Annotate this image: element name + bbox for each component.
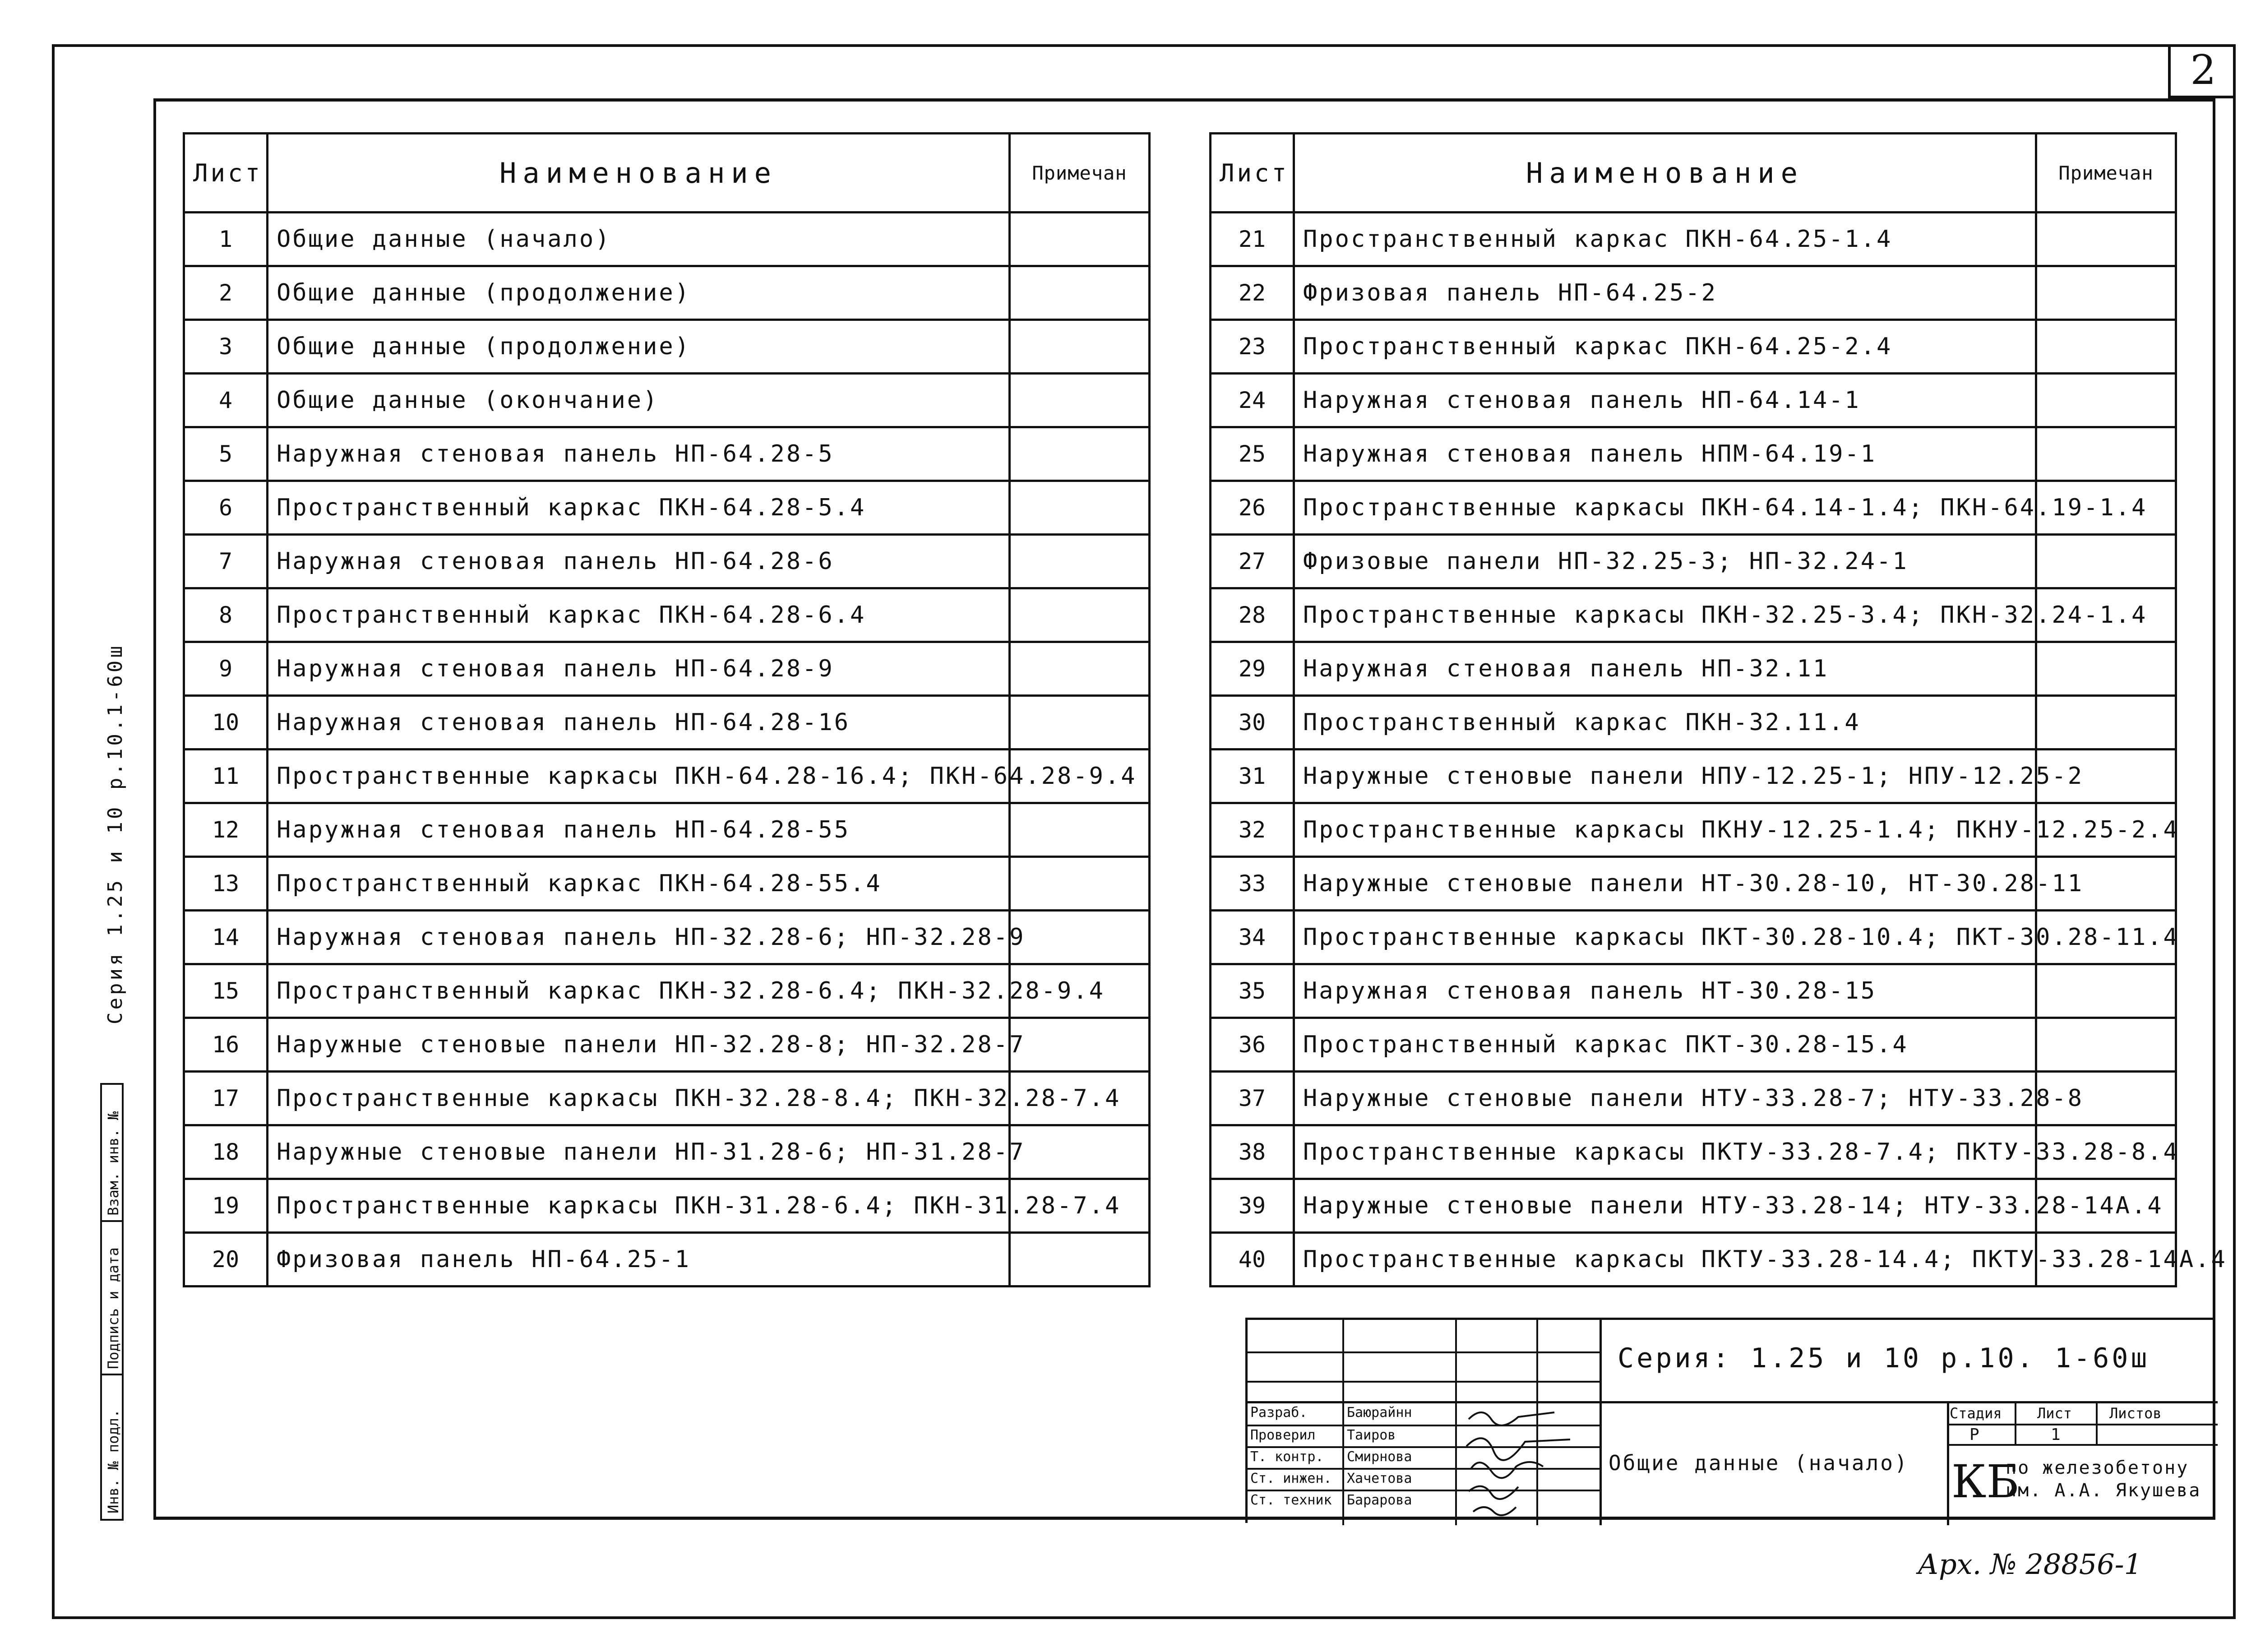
table-row xyxy=(184,588,1150,642)
table-row xyxy=(184,750,1150,803)
row-name: Наружная стеновая панель НП-64.28-16 xyxy=(268,696,1010,750)
table-row xyxy=(184,320,1150,374)
row-note xyxy=(2036,964,2176,1018)
row-sheet-number: 14 xyxy=(184,911,268,964)
row-sheet-number: 7 xyxy=(184,535,268,588)
row-name: Наружные стеновые панели НПУ-12.25-1; НПУ-12.25-2 xyxy=(1294,750,2036,803)
side-stamp-divider xyxy=(102,1220,122,1222)
role-label: Проверил xyxy=(1250,1427,1316,1443)
header-sheet: Лист xyxy=(184,134,268,213)
row-sheet-number: 37 xyxy=(1211,1072,1294,1125)
row-sheet-number: 15 xyxy=(184,964,268,1018)
row-sheet-number: 19 xyxy=(184,1179,268,1233)
side-stamp-label: Подпись и дата xyxy=(105,1247,122,1369)
row-note xyxy=(1010,911,1150,964)
row-name: Общие данные (окончание) xyxy=(268,374,1010,427)
table-row xyxy=(1211,266,2176,320)
row-name: Общие данные (продолжение) xyxy=(268,266,1010,320)
person-name: Баюрайнн xyxy=(1347,1405,1412,1421)
row-sheet-number: 22 xyxy=(1211,266,1294,320)
table-row xyxy=(1211,320,2176,374)
side-stamp xyxy=(100,1083,124,1521)
table-row xyxy=(1211,1125,2176,1179)
table-header-row xyxy=(184,134,1150,213)
row-name: Фризовая панель НП-64.25-1 xyxy=(268,1233,1010,1286)
row-sheet-number: 33 xyxy=(1211,857,1294,911)
row-sheet-number: 27 xyxy=(1211,535,1294,588)
row-sheet-number: 12 xyxy=(184,803,268,857)
row-name: Пространственные каркасы ПКН-31.28-6.4; ПКН-31.28-7.4 xyxy=(268,1179,1010,1233)
row-sheet-number: 25 xyxy=(1211,427,1294,481)
archive-number: Арх. № 28856-1 xyxy=(1918,1548,2142,1581)
table-row xyxy=(1211,642,2176,696)
header-sheet: Лист xyxy=(1211,134,1294,213)
person-name: Барарова xyxy=(1347,1492,1412,1508)
sheets-header: Листов xyxy=(2109,1405,2162,1422)
row-name: Пространственные каркасы ПКНУ-12.25-1.4; ПКНУ-12.25-2.4 xyxy=(1294,803,2036,857)
table-row xyxy=(184,481,1150,535)
row-sheet-number: 32 xyxy=(1211,803,1294,857)
header-note: Примечан xyxy=(2036,134,2176,213)
row-name: Наружная стеновая панель НП-32.11 xyxy=(1294,642,2036,696)
row-note xyxy=(1010,535,1150,588)
row-name: Наружные стеновые панели НТУ-33.28-14; НТУ-33.28-14А.4 xyxy=(1294,1179,2036,1233)
role-label: Ст. техник xyxy=(1250,1492,1332,1508)
row-name: Пространственный каркас ПКН-64.28-55.4 xyxy=(268,857,1010,911)
row-note xyxy=(2036,642,2176,696)
row-name: Пространственный каркас ПКН-64.25-2.4 xyxy=(1294,320,2036,374)
row-sheet-number: 21 xyxy=(1211,213,1294,266)
row-note xyxy=(2036,266,2176,320)
row-name: Наружные стеновые панели НП-31.28-6; НП-31.28-7 xyxy=(268,1125,1010,1179)
contents-table-right xyxy=(1209,132,2227,1287)
sheet-title: Общие данные (начало) xyxy=(1609,1451,1909,1475)
row-sheet-number: 24 xyxy=(1211,374,1294,427)
table-row xyxy=(184,1125,1150,1179)
table-row xyxy=(1211,213,2176,266)
table-row xyxy=(184,642,1150,696)
row-name: Наружная стеновая панель НП-64.28-55 xyxy=(268,803,1010,857)
row-sheet-number: 2 xyxy=(184,266,268,320)
row-sheet-number: 8 xyxy=(184,588,268,642)
row-name: Пространственный каркас ПКН-64.28-5.4 xyxy=(268,481,1010,535)
row-name: Общие данные (начало) xyxy=(268,213,1010,266)
row-sheet-number: 11 xyxy=(184,750,268,803)
row-name: Наружная стеновая панель НП-32.28-6; НП-32.28-9 xyxy=(268,911,1010,964)
row-sheet-number: 31 xyxy=(1211,750,1294,803)
row-sheet-number: 34 xyxy=(1211,911,1294,964)
table-row xyxy=(1211,964,2176,1018)
row-note xyxy=(1010,857,1150,911)
tb-line xyxy=(1248,1401,2218,1403)
table-row xyxy=(184,213,1150,266)
org-line1: по железобетону xyxy=(2006,1458,2189,1478)
sheet-value: 1 xyxy=(2051,1425,2061,1444)
row-note xyxy=(1010,481,1150,535)
row-note xyxy=(1010,1018,1150,1072)
row-note xyxy=(1010,427,1150,481)
row-sheet-number: 26 xyxy=(1211,481,1294,535)
org-short: КБ xyxy=(1951,1455,2020,1508)
row-sheet-number: 30 xyxy=(1211,696,1294,750)
tb-line xyxy=(1248,1351,1600,1353)
row-name: Пространственные каркасы ПКТУ-33.28-7.4; ПКТУ-33.28-8.4 xyxy=(1294,1125,2036,1179)
role-label: Ст. инжен. xyxy=(1250,1471,1332,1486)
row-name: Пространственные каркасы ПКН-64.28-16.4; ПКН-64.28-9.4 xyxy=(268,750,1010,803)
row-note xyxy=(1010,266,1150,320)
row-name: Общие данные (продолжение) xyxy=(268,320,1010,374)
role-label: Разраб. xyxy=(1250,1405,1308,1421)
contents-table-left xyxy=(183,132,1151,1287)
table-row xyxy=(1211,857,2176,911)
header-name: Наименование xyxy=(1294,134,2036,213)
table-row xyxy=(184,374,1150,427)
row-sheet-number: 28 xyxy=(1211,588,1294,642)
person-name: Хачетова xyxy=(1347,1471,1412,1486)
row-name: Наружная стеновая панель НТ-30.28-15 xyxy=(1294,964,2036,1018)
table-row xyxy=(1211,1233,2176,1286)
row-sheet-number: 17 xyxy=(184,1072,268,1125)
table-row xyxy=(184,1179,1150,1233)
table-row xyxy=(184,535,1150,588)
row-note xyxy=(1010,1125,1150,1179)
row-name: Наружные стеновые панели НП-32.28-8; НП-32.28-7 xyxy=(268,1018,1010,1072)
person-name: Таиров xyxy=(1347,1427,1396,1443)
row-note xyxy=(2036,535,2176,588)
table-row xyxy=(1211,1179,2176,1233)
row-name: Наружная стеновая панель НП-64.14-1 xyxy=(1294,374,2036,427)
row-name: Пространственный каркас ПКН-32.28-6.4; ПКН-32.28-9.4 xyxy=(268,964,1010,1018)
row-name: Пространственные каркасы ПКН-64.14-1.4; ПКН-64.19-1.4 xyxy=(1294,481,2036,535)
tb-line xyxy=(2096,1401,2098,1445)
person-name: Смирнова xyxy=(1347,1449,1412,1465)
row-name: Пространственные каркасы ПКТ-30.28-10.4; ПКТ-30.28-11.4 xyxy=(1294,911,2036,964)
row-sheet-number: 20 xyxy=(184,1233,268,1286)
table-row xyxy=(184,1072,1150,1125)
table-row xyxy=(184,1233,1150,1286)
row-name: Пространственный каркас ПКТ-30.28-15.4 xyxy=(1294,1018,2036,1072)
row-sheet-number: 39 xyxy=(1211,1179,1294,1233)
table-row xyxy=(184,427,1150,481)
stage-header: Стадия xyxy=(1950,1405,2002,1422)
table-row xyxy=(184,266,1150,320)
row-sheet-number: 36 xyxy=(1211,1018,1294,1072)
table-row xyxy=(1211,588,2176,642)
table-header-row xyxy=(1211,134,2176,213)
org-line2: им. А.А. Якушева xyxy=(2006,1480,2201,1501)
tb-line xyxy=(1455,1320,1457,1525)
row-sheet-number: 35 xyxy=(1211,964,1294,1018)
row-note xyxy=(2036,213,2176,266)
row-note xyxy=(2036,374,2176,427)
row-note xyxy=(1010,588,1150,642)
row-note xyxy=(1010,696,1150,750)
row-note xyxy=(2036,427,2176,481)
row-name: Пространственный каркас ПКН-64.25-1.4 xyxy=(1294,213,2036,266)
table-row xyxy=(1211,803,2176,857)
row-sheet-number: 6 xyxy=(184,481,268,535)
table-row xyxy=(1211,1072,2176,1125)
table-row xyxy=(1211,911,2176,964)
table-row xyxy=(184,696,1150,750)
row-name: Пространственные каркасы ПКН-32.25-3.4; ПКН-32.24-1.4 xyxy=(1294,588,2036,642)
table-row xyxy=(1211,750,2176,803)
row-sheet-number: 29 xyxy=(1211,642,1294,696)
sheet-number: 2 xyxy=(2168,44,2236,98)
row-name: Фризовая панель НП-64.25-2 xyxy=(1294,266,2036,320)
row-sheet-number: 16 xyxy=(184,1018,268,1072)
row-name: Наружная стеновая панель НП-64.28-9 xyxy=(268,642,1010,696)
header-note: Примечан xyxy=(1010,134,1150,213)
signatures xyxy=(1460,1401,1604,1523)
row-sheet-number: 40 xyxy=(1211,1233,1294,1286)
row-name: Наружные стеновые панели НТУ-33.28-7; НТУ-33.28-8 xyxy=(1294,1072,2036,1125)
table-row xyxy=(1211,374,2176,427)
row-note xyxy=(1010,320,1150,374)
role-label: Т. контр. xyxy=(1250,1449,1324,1465)
row-name: Наружные стеновые панели НТ-30.28-10, НТ-30.28-11 xyxy=(1294,857,2036,911)
row-sheet-number: 3 xyxy=(184,320,268,374)
row-note xyxy=(1010,374,1150,427)
row-name: Фризовые панели НП-32.25-3; НП-32.24-1 xyxy=(1294,535,2036,588)
tb-line xyxy=(2015,1401,2016,1445)
table-row xyxy=(1211,427,2176,481)
side-stamp-label: Инв. № подл. xyxy=(105,1409,122,1513)
row-sheet-number: 10 xyxy=(184,696,268,750)
row-name: Наружная стеновая панель НП-64.28-6 xyxy=(268,535,1010,588)
table-row xyxy=(184,964,1150,1018)
row-note xyxy=(2036,1018,2176,1072)
side-stamp-label: Взам. инв. № xyxy=(105,1111,122,1216)
table-row xyxy=(184,857,1150,911)
row-name: Пространственные каркасы ПКТУ-33.28-14.4; ПКТУ-33.28-14А.4 xyxy=(1294,1233,2036,1286)
row-note xyxy=(1010,213,1150,266)
tb-line xyxy=(1947,1444,2218,1446)
row-sheet-number: 38 xyxy=(1211,1125,1294,1179)
title-block xyxy=(1245,1318,2215,1523)
table-row xyxy=(184,803,1150,857)
row-sheet-number: 9 xyxy=(184,642,268,696)
row-note xyxy=(2036,696,2176,750)
tb-line xyxy=(1248,1381,1600,1383)
table-row xyxy=(184,911,1150,964)
table-row xyxy=(1211,696,2176,750)
row-sheet-number: 1 xyxy=(184,213,268,266)
series-code: Серия: 1.25 и 10 р.10. 1-60ш xyxy=(1618,1342,2150,1374)
row-note xyxy=(1010,642,1150,696)
tb-line xyxy=(1947,1424,2218,1425)
sheet-header: Лист xyxy=(2037,1405,2072,1422)
row-name: Пространственные каркасы ПКН-32.28-8.4; ПКН-32.28-7.4 xyxy=(268,1072,1010,1125)
row-name: Пространственный каркас ПКН-64.28-6.4 xyxy=(268,588,1010,642)
side-series-text: Серия 1.25 и 10 р.10.1-60ш xyxy=(104,643,127,1024)
row-sheet-number: 4 xyxy=(184,374,268,427)
row-sheet-number: 13 xyxy=(184,857,268,911)
table-row xyxy=(1211,535,2176,588)
row-name: Наружная стеновая панель НП-64.28-5 xyxy=(268,427,1010,481)
table-row xyxy=(1211,481,2176,535)
side-stamp-divider xyxy=(102,1374,122,1375)
row-name: Пространственный каркас ПКН-32.11.4 xyxy=(1294,696,2036,750)
row-sheet-number: 23 xyxy=(1211,320,1294,374)
table-row xyxy=(184,1018,1150,1072)
table-row xyxy=(1211,1018,2176,1072)
row-note xyxy=(1010,1233,1150,1286)
row-note xyxy=(2036,320,2176,374)
stage-value: Р xyxy=(1969,1425,1979,1444)
tb-line xyxy=(1947,1401,1949,1525)
tb-line xyxy=(1342,1320,1344,1525)
row-sheet-number: 5 xyxy=(184,427,268,481)
header-name: Наименование xyxy=(268,134,1010,213)
row-sheet-number: 18 xyxy=(184,1125,268,1179)
row-name: Наружная стеновая панель НПМ-64.19-1 xyxy=(1294,427,2036,481)
row-note xyxy=(1010,803,1150,857)
